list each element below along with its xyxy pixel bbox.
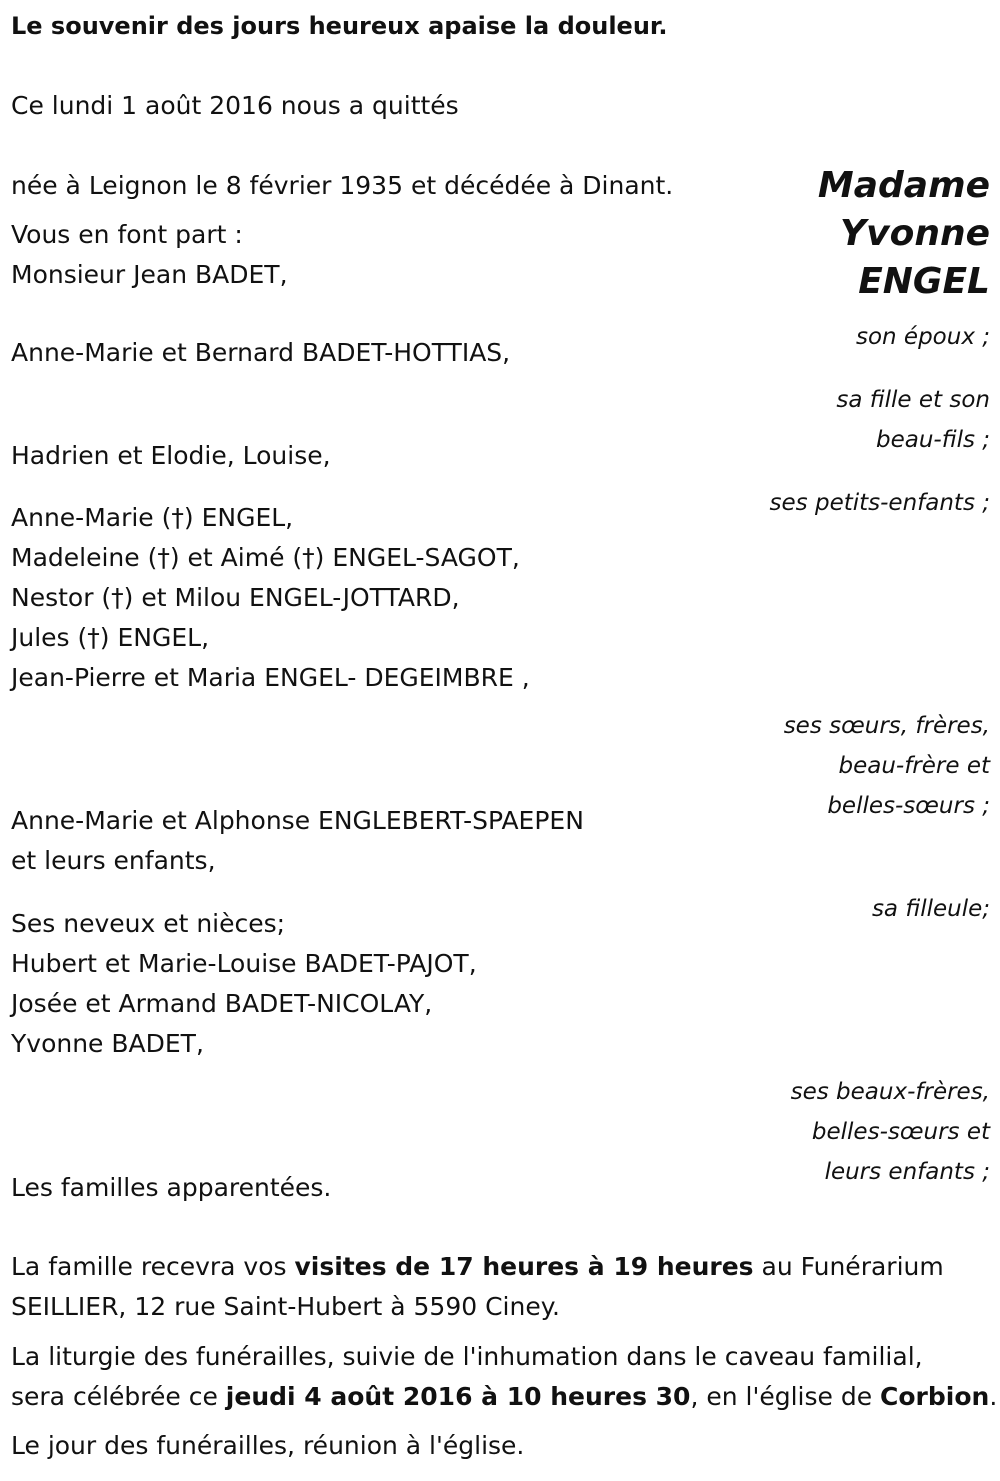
- spouse: Monsieur Jean BADET,: [11, 260, 288, 289]
- funeral-date: jeudi 4 août 2016 à 10 heures 30: [225, 1382, 691, 1411]
- nephews-2: Hubert et Marie-Louise BADET-PAJOT,: [11, 949, 477, 978]
- motto: Le souvenir des jours heureux apaise la douleur.: [11, 12, 668, 40]
- sibling-3: Nestor (†) et Milou ENGEL-JOTTARD,: [11, 583, 460, 612]
- deceased-first-name: Yvonne: [840, 213, 990, 254]
- nephews-3: Josée et Armand BADET-NICOLAY,: [11, 989, 433, 1018]
- sibling-5: Jean-Pierre et Maria ENGEL- DEGEIMBRE ,: [11, 663, 530, 692]
- spouse-relation: son époux ;: [855, 324, 990, 350]
- nephews-1: Ses neveux et nièces;: [11, 909, 286, 938]
- goddaughter-1: Anne-Marie et Alphonse ENGLEBERT-SPAEPEN: [11, 806, 584, 835]
- goddaughter-2: et leurs enfants,: [11, 846, 216, 875]
- funeral-place: Corbion: [880, 1382, 990, 1411]
- visits-hours: visites de 17 heures à 19 heures: [294, 1252, 754, 1281]
- funeral-gathering: Le jour des funérailles, réunion à l'église.: [11, 1431, 525, 1460]
- visits-line-2: SEILLIER, 12 rue Saint-Hubert à 5590 Ciney.: [11, 1292, 560, 1321]
- inlaws-relation-2: belles-sœurs et: [811, 1119, 990, 1145]
- grandchildren: Hadrien et Elodie, Louise,: [11, 441, 331, 470]
- funeral-end: .: [989, 1382, 998, 1411]
- visits-line-1: [11, 1251, 944, 1283]
- sibling-4: Jules (†) ENGEL,: [11, 623, 210, 652]
- inlaws-relation-3: leurs enfants ;: [824, 1159, 990, 1185]
- deceased-title: Madame: [817, 165, 990, 206]
- visits-pre: La famille recevra vos: [11, 1252, 295, 1281]
- nephews-4: Yvonne BADET,: [11, 1029, 204, 1058]
- daughter: Anne-Marie et Bernard BADET-HOTTIAS,: [11, 338, 511, 367]
- daughter-relation-1: sa fille et son: [836, 387, 990, 413]
- deceased-last-name: ENGEL: [858, 261, 990, 302]
- sibling-2: Madeleine (†) et Aimé (†) ENGEL-SAGOT,: [11, 543, 520, 572]
- daughter-relation-2: beau-fils ;: [875, 427, 990, 453]
- visits-post: au Funérarium: [753, 1252, 944, 1281]
- siblings-relation-2: beau-frère et: [838, 753, 990, 779]
- funeral-line-2: [11, 1381, 997, 1413]
- funeral-mid: , en l'église de: [690, 1382, 881, 1411]
- birth-death: née à Leignon le 8 février 1935 et décédée à Dinant.: [11, 171, 674, 200]
- grandchildren-relation: ses petits-enfants ;: [769, 490, 990, 516]
- funeral-line-1: La liturgie des funérailles, suivie de l'inhumation dans le caveau familial,: [11, 1342, 923, 1371]
- sibling-1: Anne-Marie (†) ENGEL,: [11, 503, 294, 532]
- deceased-name: [818, 162, 990, 306]
- siblings-relation-3: belles-sœurs ;: [827, 793, 990, 819]
- family-intro: Vous en font part :: [11, 220, 243, 249]
- siblings-relation-1: ses sœurs, frères,: [783, 713, 990, 739]
- announcement: Ce lundi 1 août 2016 nous a quittés: [11, 91, 459, 120]
- related-families: Les familles apparentées.: [11, 1173, 332, 1202]
- goddaughter-relation: sa filleule;: [871, 896, 990, 922]
- inlaws-relation-1: ses beaux-frères,: [790, 1079, 990, 1105]
- funeral-pre: sera célébrée ce: [11, 1382, 226, 1411]
